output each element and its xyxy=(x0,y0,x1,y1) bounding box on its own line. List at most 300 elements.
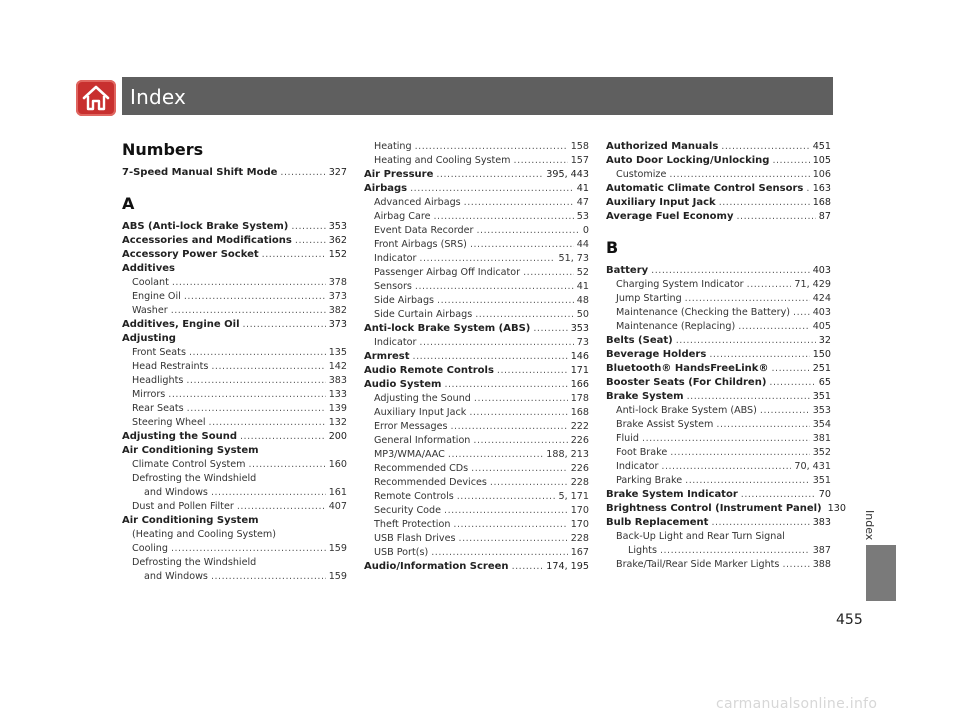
entry-term: Audio Remote Controls xyxy=(364,365,494,376)
entry-page-number[interactable]: 200 xyxy=(328,431,347,442)
index-entry[interactable] xyxy=(606,390,831,404)
entry-term: Steering Wheel xyxy=(132,417,206,428)
entry-term: Average Fuel Economy xyxy=(606,211,734,222)
index-entry[interactable] xyxy=(364,196,589,210)
entry-term: Adjusting xyxy=(122,333,176,344)
dot-leader xyxy=(262,248,326,262)
index-entry[interactable] xyxy=(364,154,589,168)
entry-page-number[interactable]: 188, 213 xyxy=(546,449,589,460)
index-entry[interactable] xyxy=(606,404,831,418)
dot-leader xyxy=(533,322,567,336)
entry-page-number[interactable]: 381 xyxy=(812,433,831,444)
entry-page-number[interactable]: 44 xyxy=(576,239,589,250)
entry-page-number[interactable]: 160 xyxy=(328,459,347,470)
entry-term: Remote Controls xyxy=(374,491,454,502)
index-entry[interactable] xyxy=(364,420,589,434)
index-entry[interactable] xyxy=(606,168,831,182)
index-entry[interactable] xyxy=(606,320,831,334)
dot-leader xyxy=(709,348,809,362)
dot-leader xyxy=(237,500,326,514)
entry-page-number[interactable]: 105 xyxy=(812,155,831,166)
index-entry[interactable] xyxy=(364,504,589,518)
index-entry[interactable] xyxy=(364,532,589,546)
index-column-3 xyxy=(606,140,846,572)
entry-page-number[interactable]: 146 xyxy=(570,351,589,362)
entry-term: Headlights xyxy=(132,375,184,386)
entry-page-number[interactable]: 226 xyxy=(570,463,589,474)
entry-page-number[interactable]: 32 xyxy=(818,335,831,346)
entry-term: Air Pressure xyxy=(364,169,434,180)
dot-leader xyxy=(211,360,325,374)
index-column-2 xyxy=(364,140,589,574)
entry-term: Bulb Replacement xyxy=(606,517,709,528)
index-entry[interactable] xyxy=(606,182,831,196)
dot-leader xyxy=(741,488,816,502)
entry-term: MP3/WMA/AAC xyxy=(374,449,445,460)
entry-term: Auto Door Locking/Unlocking xyxy=(606,155,770,166)
dot-leader xyxy=(676,334,816,348)
entry-page-number[interactable]: 163 xyxy=(812,183,831,194)
index-entry[interactable] xyxy=(122,248,347,262)
entry-term: Front Airbags (SRS) xyxy=(374,239,467,250)
entry-page-number[interactable]: 168 xyxy=(812,197,831,208)
index-entry[interactable] xyxy=(122,276,347,290)
index-entry[interactable] xyxy=(606,154,831,168)
entry-term: Brake System Indicator xyxy=(606,489,738,500)
entry-page-number[interactable]: 152 xyxy=(328,249,347,260)
dot-leader xyxy=(453,518,567,532)
dot-leader xyxy=(497,364,568,378)
entry-page-number[interactable]: 387 xyxy=(812,545,831,556)
dot-leader xyxy=(436,168,543,182)
entry-page-number[interactable]: 170 xyxy=(570,519,589,530)
entry-term: Security Code xyxy=(374,505,442,516)
index-entry[interactable] xyxy=(606,348,831,362)
dot-leader xyxy=(450,420,567,434)
entry-page-number[interactable]: 407 xyxy=(328,501,347,512)
index-entry[interactable] xyxy=(364,182,589,196)
entry-term: Fluid xyxy=(616,433,640,444)
index-entry[interactable] xyxy=(122,388,347,402)
index-entry[interactable] xyxy=(606,418,831,432)
dot-leader xyxy=(457,490,556,504)
index-entry[interactable] xyxy=(364,490,589,504)
index-entry[interactable] xyxy=(122,416,347,430)
entry-page-number[interactable]: 388 xyxy=(812,559,831,570)
index-entry[interactable] xyxy=(122,486,347,500)
entry-term: Air Conditioning System xyxy=(122,515,259,526)
entry-page-number[interactable]: 139 xyxy=(328,403,347,414)
entry-term: Mirrors xyxy=(132,389,166,400)
index-entry[interactable] xyxy=(606,558,831,572)
index-entry[interactable] xyxy=(364,448,589,462)
dot-leader xyxy=(186,374,325,388)
index-entry[interactable] xyxy=(606,362,831,376)
dot-leader xyxy=(642,432,810,446)
dot-leader xyxy=(243,318,326,332)
entry-term: Booster Seats (For Children) xyxy=(606,377,767,388)
entry-term: Side Airbags xyxy=(374,295,435,306)
dot-leader xyxy=(240,430,326,444)
entry-term: Brake System xyxy=(606,391,684,402)
entry-page-number[interactable]: 0 xyxy=(582,225,589,236)
index-entry[interactable] xyxy=(122,166,347,180)
entry-term: Bluetooth® HandsFreeLink® xyxy=(606,363,769,374)
entry-page-number[interactable]: 351 xyxy=(812,475,831,486)
entry-page-number[interactable]: 403 xyxy=(812,265,831,276)
dot-leader xyxy=(171,304,326,318)
side-tab-label: Index xyxy=(863,510,876,541)
entry-term: Parking Brake xyxy=(616,475,683,486)
entry-term: Adjusting the Sound xyxy=(122,431,237,442)
index-entry[interactable] xyxy=(364,406,589,420)
dot-leader xyxy=(669,168,809,182)
section-heading: B xyxy=(606,238,619,257)
entry-page-number[interactable]: 157 xyxy=(570,155,589,166)
dot-leader xyxy=(782,558,809,572)
dot-leader xyxy=(474,392,568,406)
entry-page-number[interactable]: 161 xyxy=(328,487,347,498)
index-entry[interactable] xyxy=(364,560,589,574)
entry-term: Brightness Control (Instrument Panel) xyxy=(606,503,822,514)
entry-page-number[interactable]: 65 xyxy=(818,377,831,388)
index-entry[interactable] xyxy=(364,518,589,532)
index-entry[interactable] xyxy=(122,570,347,584)
dot-leader xyxy=(172,276,326,290)
dot-leader xyxy=(419,336,573,350)
index-entry[interactable] xyxy=(606,376,831,390)
entry-term: Sensors xyxy=(374,281,412,292)
index-entry[interactable] xyxy=(364,462,589,476)
index-entry[interactable] xyxy=(606,544,831,558)
entry-term: Additives, Engine Oil xyxy=(122,319,240,330)
dot-leader xyxy=(514,154,568,168)
entry-page-number[interactable]: 70 xyxy=(818,489,831,500)
dot-leader xyxy=(471,462,568,476)
index-entry[interactable] xyxy=(364,476,589,490)
index-entry[interactable] xyxy=(606,196,831,210)
entry-page-number[interactable]: 135 xyxy=(328,347,347,358)
entry-term: Anti-lock Brake System (ABS) xyxy=(616,405,757,416)
dot-leader xyxy=(413,350,568,364)
index-entry[interactable] xyxy=(364,336,589,350)
entry-page-number[interactable]: 373 xyxy=(328,291,347,302)
index-entry[interactable] xyxy=(122,402,347,416)
entry-page-number[interactable]: 362 xyxy=(328,235,347,246)
entry-page-number[interactable]: 228 xyxy=(570,533,589,544)
index-entry[interactable] xyxy=(364,252,589,266)
index-entry[interactable] xyxy=(364,266,589,280)
index-entry[interactable] xyxy=(364,210,589,224)
index-entry[interactable] xyxy=(122,500,347,514)
entry-page-number[interactable]: 53 xyxy=(576,211,589,222)
entry-page-number[interactable]: 52 xyxy=(576,267,589,278)
index-entry[interactable] xyxy=(122,290,347,304)
entry-term: Indicator xyxy=(374,253,417,264)
entry-page-number[interactable]: 73 xyxy=(576,337,589,348)
watermark: carmanualsonline.info xyxy=(716,696,878,712)
entry-term: Jump Starting xyxy=(616,293,682,304)
entry-term: Customize xyxy=(616,169,667,180)
entry-term: Accessories and Modifications xyxy=(122,235,292,246)
entry-page-number[interactable]: 166 xyxy=(570,379,589,390)
index-entry[interactable] xyxy=(364,280,589,294)
dot-leader xyxy=(419,252,555,266)
index-entry xyxy=(122,528,347,542)
entry-term: Brake/Tail/Rear Side Marker Lights xyxy=(616,559,780,570)
entry-term: Audio System xyxy=(364,379,442,390)
dot-leader xyxy=(459,532,568,546)
entry-page-number[interactable]: 71, 429 xyxy=(794,279,831,290)
entry-page-number[interactable]: 382 xyxy=(328,305,347,316)
dot-leader xyxy=(476,224,579,238)
dot-leader xyxy=(737,210,816,224)
index-entry[interactable] xyxy=(606,264,831,278)
entry-page-number[interactable]: 168 xyxy=(570,407,589,418)
dot-leader xyxy=(685,474,810,488)
section-heading: A xyxy=(122,194,135,213)
entry-page-number[interactable]: 158 xyxy=(570,141,589,152)
entry-page-number[interactable]: 403 xyxy=(812,307,831,318)
index-entry xyxy=(122,472,347,486)
dot-leader xyxy=(295,234,326,248)
entry-term: Advanced Airbags xyxy=(374,197,461,208)
index-entry[interactable] xyxy=(606,306,831,320)
index-entry[interactable] xyxy=(364,140,589,154)
index-entry[interactable] xyxy=(364,224,589,238)
index-column-1 xyxy=(122,140,347,584)
entry-term: Beverage Holders xyxy=(606,349,707,360)
dot-leader xyxy=(660,544,810,558)
index-entry[interactable] xyxy=(606,516,831,530)
side-tab[interactable] xyxy=(866,545,896,601)
index-entry[interactable] xyxy=(606,502,846,516)
entry-term: Authorized Manuals xyxy=(606,141,719,152)
index-entry[interactable] xyxy=(122,234,347,248)
entry-term: Dust and Pollen Filter xyxy=(132,501,234,512)
dot-leader xyxy=(211,486,326,500)
entry-page-number[interactable]: 353 xyxy=(570,323,589,334)
index-entry[interactable] xyxy=(606,292,831,306)
dot-leader xyxy=(721,140,809,154)
index-entry xyxy=(606,530,831,544)
dot-leader xyxy=(187,402,326,416)
index-entry[interactable] xyxy=(606,334,831,348)
dot-leader xyxy=(248,458,325,472)
dot-leader xyxy=(184,290,326,304)
entry-term: and Windows xyxy=(144,571,208,582)
section-heading: Numbers xyxy=(122,140,204,159)
entry-term: Accessory Power Socket xyxy=(122,249,259,260)
entry-page-number[interactable]: 178 xyxy=(570,393,589,404)
entry-page-number[interactable]: 327 xyxy=(328,167,347,178)
entry-term: Error Messages xyxy=(374,421,448,432)
entry-term: Event Data Recorder xyxy=(374,225,474,236)
entry-page-number[interactable]: 353 xyxy=(812,405,831,416)
index-entry[interactable] xyxy=(364,350,589,364)
index-entry[interactable] xyxy=(364,168,589,182)
index-entry[interactable] xyxy=(364,308,589,322)
dot-leader xyxy=(448,448,543,462)
entry-page-number[interactable]: 132 xyxy=(328,417,347,428)
dot-leader xyxy=(211,570,326,584)
entry-page-number[interactable]: 133 xyxy=(328,389,347,400)
entry-page-number[interactable]: 159 xyxy=(328,571,347,582)
entry-term: Heating xyxy=(374,141,412,152)
entry-page-number[interactable]: 174, 195 xyxy=(546,561,589,572)
entry-term: Front Seats xyxy=(132,347,186,358)
home-icon xyxy=(81,85,111,111)
index-entry[interactable] xyxy=(122,318,347,332)
header-bar xyxy=(122,77,833,115)
index-entry[interactable] xyxy=(122,430,347,444)
index-entry[interactable] xyxy=(122,542,347,556)
dot-leader xyxy=(444,378,567,392)
entry-page-number[interactable]: 50 xyxy=(576,309,589,320)
dot-leader xyxy=(410,182,574,196)
dot-leader xyxy=(209,416,326,430)
dot-leader xyxy=(769,376,815,390)
entry-page-number[interactable]: 167 xyxy=(570,547,589,558)
index-entry[interactable] xyxy=(606,460,831,474)
entry-term: Engine Oil xyxy=(132,291,181,302)
dot-leader xyxy=(685,292,810,306)
index-entry[interactable] xyxy=(364,546,589,560)
entry-term: Indicator xyxy=(374,337,417,348)
home-button[interactable] xyxy=(76,80,116,116)
entry-page-number[interactable]: 222 xyxy=(570,421,589,432)
entry-term: Coolant xyxy=(132,277,169,288)
entry-page-number[interactable]: 226 xyxy=(570,435,589,446)
entry-page-number[interactable]: 48 xyxy=(576,295,589,306)
entry-term: Airbags xyxy=(364,183,408,194)
index-entry xyxy=(122,262,347,276)
entry-term: Brake Assist System xyxy=(616,419,714,430)
entry-page-number[interactable]: 353 xyxy=(328,221,347,232)
index-entry[interactable] xyxy=(122,304,347,318)
index-entry[interactable] xyxy=(122,346,347,360)
entry-page-number[interactable]: 41 xyxy=(576,281,589,292)
entry-page-number[interactable]: 70, 431 xyxy=(794,461,831,472)
dot-leader xyxy=(806,182,809,196)
index-entry[interactable] xyxy=(364,364,589,378)
index-entry[interactable] xyxy=(606,446,831,460)
entry-page-number[interactable]: 352 xyxy=(812,447,831,458)
entry-page-number[interactable]: 142 xyxy=(328,361,347,372)
entry-term: Additives xyxy=(122,263,175,274)
index-entry[interactable] xyxy=(364,434,589,448)
index-entry[interactable] xyxy=(364,294,589,308)
dot-leader xyxy=(469,406,567,420)
entry-page-number[interactable]: 395, 443 xyxy=(546,169,589,180)
dot-leader xyxy=(772,154,809,168)
entry-term: USB Port(s) xyxy=(374,547,429,558)
entry-term: Defrosting the Windshield xyxy=(132,473,257,484)
entry-page-number[interactable]: 51, 73 xyxy=(558,253,589,264)
dot-leader xyxy=(760,404,810,418)
index-entry[interactable] xyxy=(122,220,347,234)
entry-page-number[interactable]: 351 xyxy=(812,391,831,402)
entry-page-number[interactable]: 171 xyxy=(570,365,589,376)
index-entry[interactable] xyxy=(122,374,347,388)
index-entry[interactable] xyxy=(606,140,831,154)
entry-page-number[interactable]: 383 xyxy=(328,375,347,386)
entry-term: USB Flash Drives xyxy=(374,533,456,544)
index-entry[interactable] xyxy=(364,238,589,252)
index-entry[interactable] xyxy=(364,392,589,406)
entry-page-number[interactable]: 451 xyxy=(812,141,831,152)
dot-leader xyxy=(661,460,791,474)
dot-leader xyxy=(719,196,810,210)
entry-page-number[interactable]: 106 xyxy=(812,169,831,180)
entry-term: Auxiliary Input Jack xyxy=(606,197,716,208)
index-entry[interactable] xyxy=(606,210,831,224)
index-entry[interactable] xyxy=(364,378,589,392)
entry-page-number[interactable]: 5, 171 xyxy=(558,491,589,502)
entry-page-number[interactable]: 251 xyxy=(812,363,831,374)
dot-leader xyxy=(651,264,810,278)
entry-term: Armrest xyxy=(364,351,410,362)
dot-leader xyxy=(171,542,326,556)
index-entry[interactable] xyxy=(122,360,347,374)
entry-term: Heating and Cooling System xyxy=(374,155,511,166)
entry-term: Air Conditioning System xyxy=(122,445,259,456)
entry-page-number[interactable]: 405 xyxy=(812,321,831,332)
index-entry[interactable] xyxy=(606,278,831,292)
entry-page-number[interactable]: 41 xyxy=(576,183,589,194)
entry-term: Audio/Information Screen xyxy=(364,561,509,572)
entry-page-number[interactable]: 150 xyxy=(812,349,831,360)
dot-leader xyxy=(444,504,568,518)
entry-page-number[interactable]: 47 xyxy=(576,197,589,208)
dot-leader xyxy=(189,346,326,360)
entry-page-number[interactable]: 354 xyxy=(812,419,831,430)
entry-page-number[interactable]: 159 xyxy=(328,543,347,554)
dot-leader xyxy=(168,388,325,402)
dot-leader xyxy=(793,306,810,320)
entry-page-number[interactable]: 373 xyxy=(328,319,347,330)
index-entry[interactable] xyxy=(606,488,831,502)
entry-page-number[interactable]: 170 xyxy=(570,505,589,516)
index-entry xyxy=(122,332,347,346)
dot-leader xyxy=(291,220,325,234)
dot-leader xyxy=(475,308,574,322)
index-entry xyxy=(122,514,347,528)
entry-term: Belts (Seat) xyxy=(606,335,673,346)
entry-term: Defrosting the Windshield xyxy=(132,557,257,568)
index-entry[interactable] xyxy=(606,432,831,446)
entry-page-number[interactable]: 383 xyxy=(812,517,831,528)
entry-term: Back-Up Light and Rear Turn Signal xyxy=(616,531,785,542)
entry-term: Climate Control System xyxy=(132,459,246,470)
dot-leader xyxy=(470,238,574,252)
index-entry[interactable] xyxy=(606,474,831,488)
index-entry xyxy=(122,444,347,458)
dot-leader xyxy=(415,140,568,154)
entry-term: Maintenance (Checking the Battery) xyxy=(616,307,791,318)
entry-page-number[interactable]: 87 xyxy=(818,211,831,222)
dot-leader xyxy=(464,196,574,210)
index-entry[interactable] xyxy=(122,458,347,472)
index-entry[interactable] xyxy=(364,322,589,336)
entry-page-number[interactable]: 130 xyxy=(827,503,846,514)
entry-page-number[interactable]: 378 xyxy=(328,277,347,288)
dot-leader xyxy=(670,446,809,460)
entry-term: Theft Protection xyxy=(374,519,451,530)
entry-page-number[interactable]: 228 xyxy=(570,477,589,488)
dot-leader xyxy=(434,210,574,224)
entry-page-number[interactable]: 424 xyxy=(812,293,831,304)
